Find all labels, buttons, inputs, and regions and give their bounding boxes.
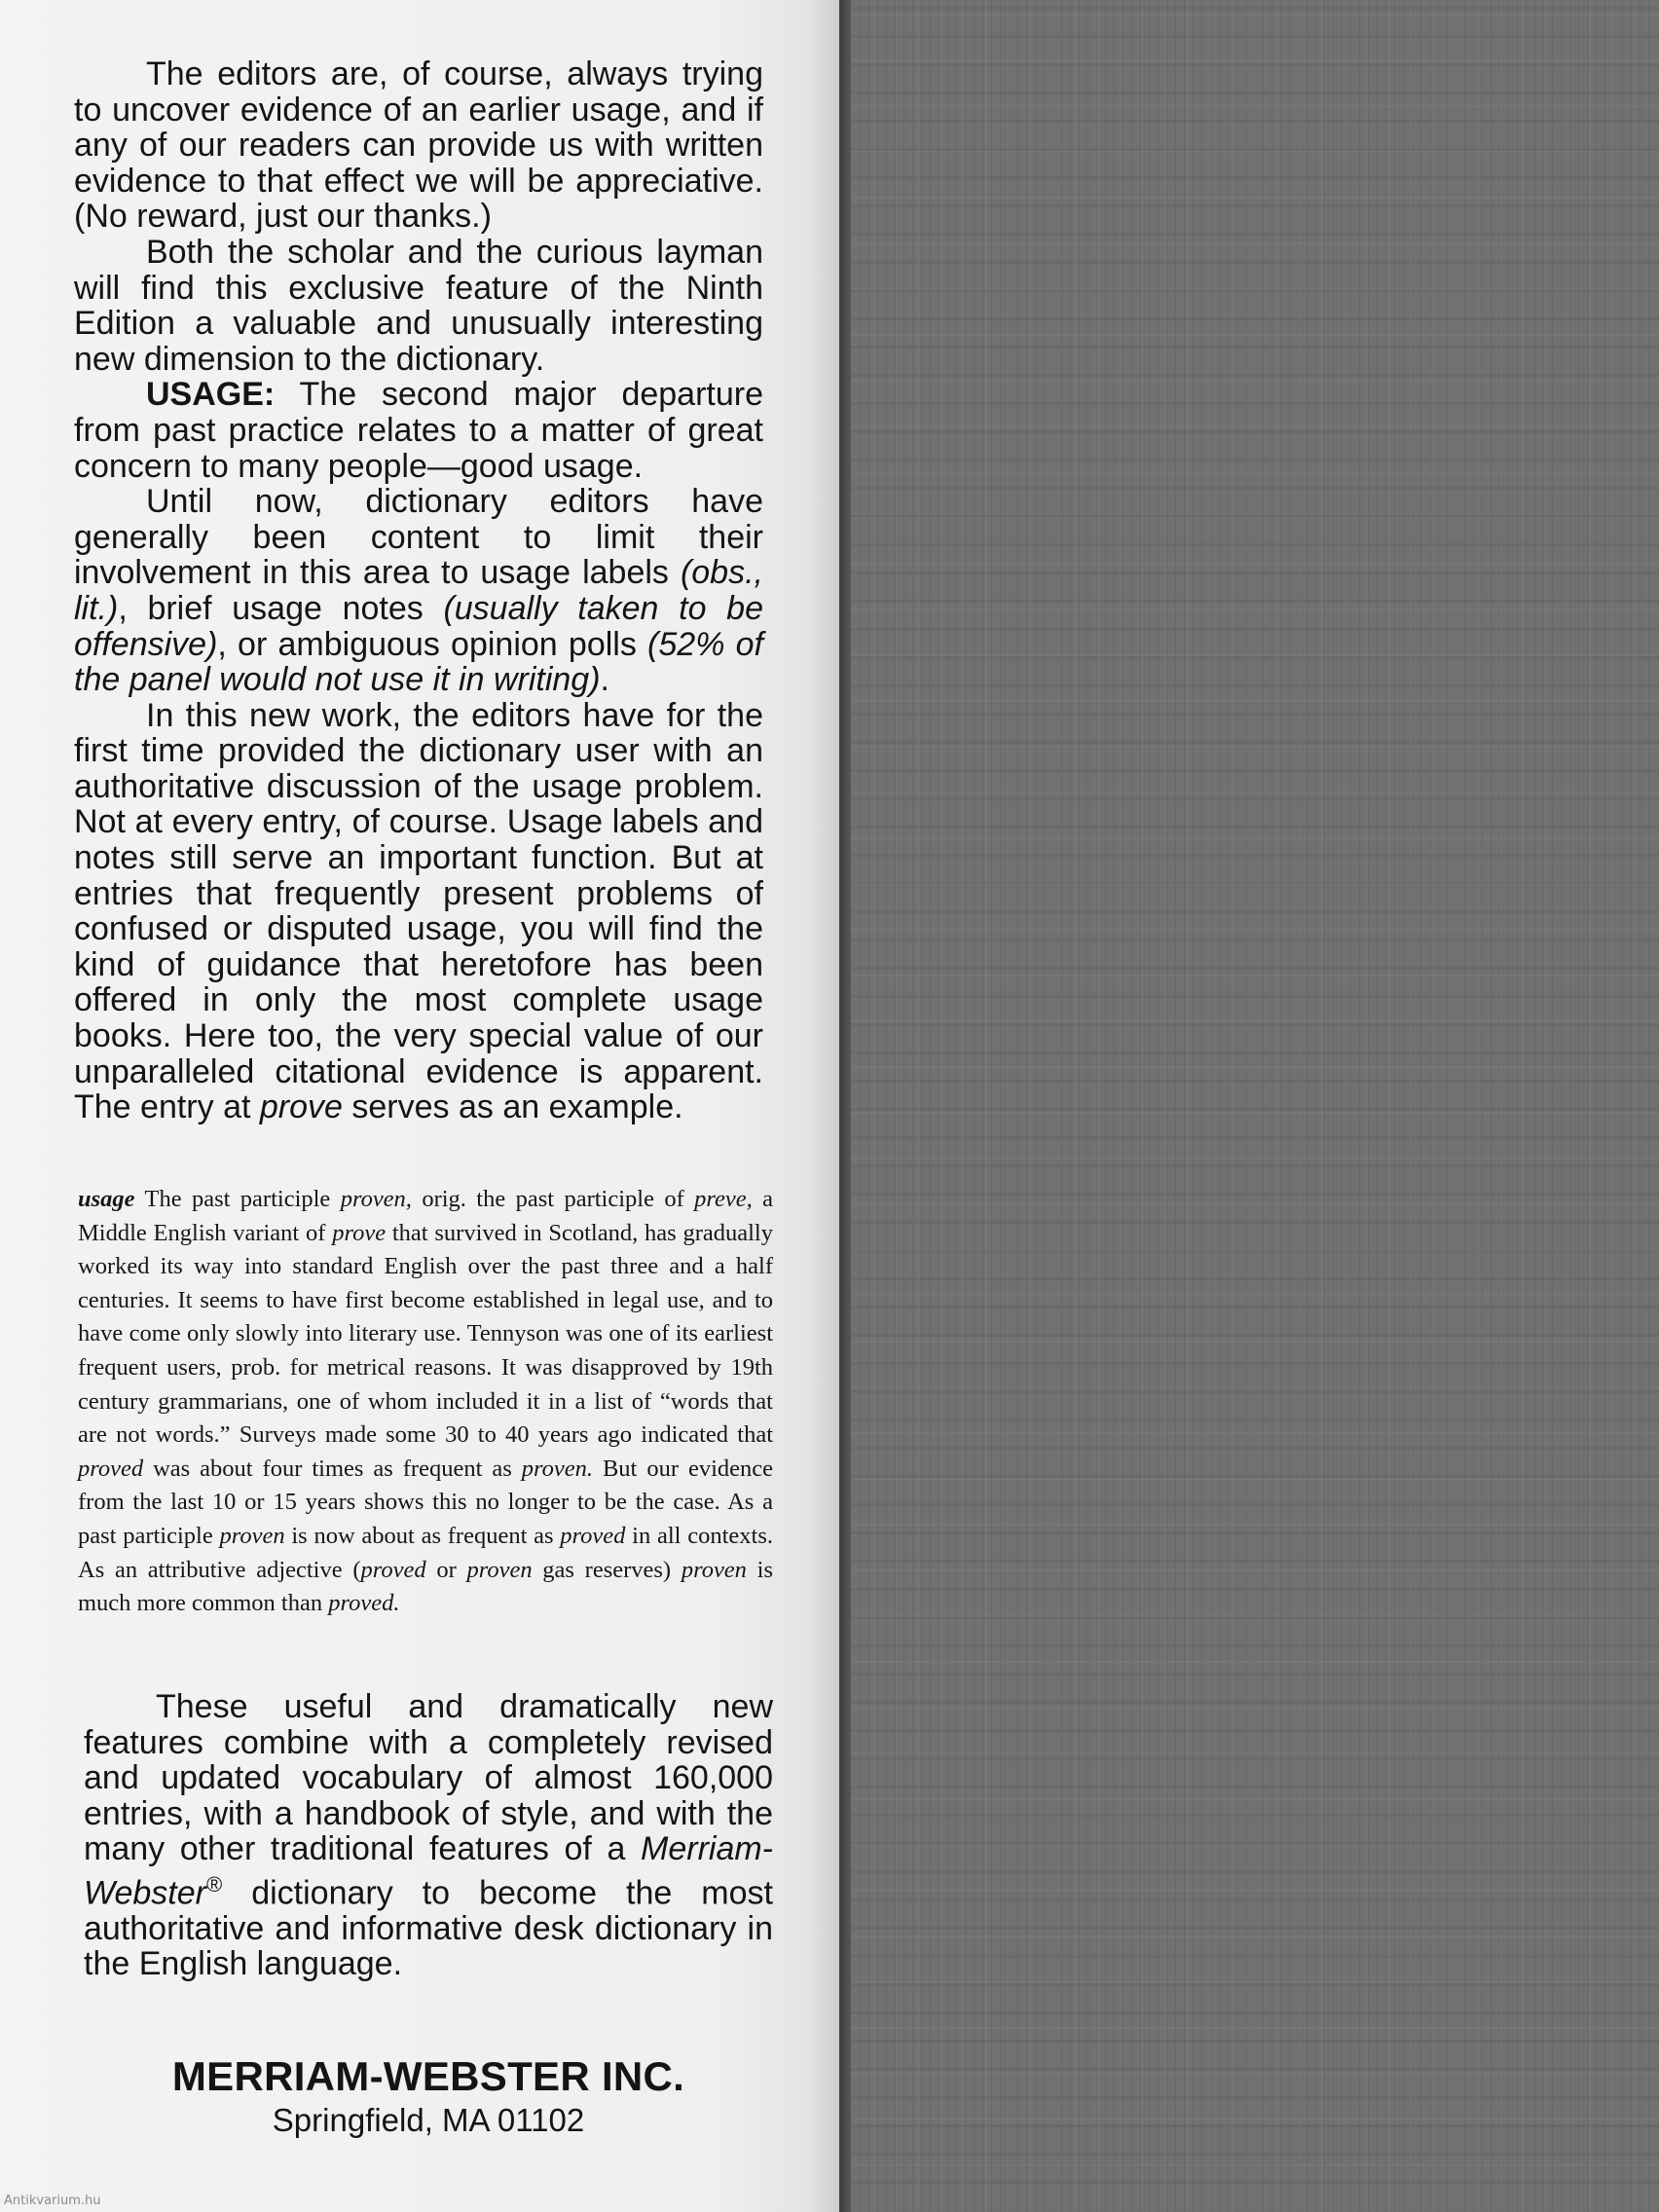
text-run: that survived in Scotland, has gradually worked its way into standard English over the past three and a half centuries. It seems to have first become established in legal use, and to have come only slowly into literary use. Tennyson was one of its earliest frequent users, prob. for metrical reasons. It was disapproved by 19th century grammarians, one of whom included it in a list of “words that are not words.” Surveys made some 30 to 40 years ago indicated that	[78, 1219, 773, 1449]
italic-run: (obs., lit.)	[74, 554, 763, 627]
italic-run: proved	[360, 1556, 426, 1583]
italic-run: proven,	[340, 1186, 412, 1212]
usage-entry-excerpt	[78, 1183, 773, 1621]
italic-run: proved	[78, 1455, 144, 1482]
italic-run: prove	[259, 1088, 343, 1126]
text-run: The past participle	[134, 1186, 341, 1212]
italic-run: proven	[681, 1556, 747, 1583]
text-run: a Middle English variant of	[78, 1186, 774, 1246]
text-run: dictionary to become the most authoritative and informative desk dictionary in the English language.	[84, 1874, 773, 1983]
watermark: Antikvarium.hu	[4, 2194, 101, 2208]
italic-run: (usually taken to be offensive)	[74, 589, 763, 663]
italic-run: proved.	[328, 1590, 400, 1617]
text-run: is now about as frequent as	[284, 1522, 561, 1549]
text-run: In this new work, the editors have for the first time provided the dictionary user with an authoritative discussion of the usage problem. Not at every entry, of course. Usage labels and notes still serve an important function. But at entries that frequently present problems of confused or disputed usage, you will find the kind of guidance that heretofore has been offered in only the most complete usage books. Here too, the very special value of our unparalleled citational evidence is apparent. The entry at	[74, 696, 763, 1126]
paragraph-earlier-usage: The editors are, of course, always trying to uncover evidence of an earlier usage, and if any of our readers can provide us with written evidence to that effect we will be appreciative. (No reward, just our thanks.)	[74, 55, 763, 236]
usage-entry-label: usage	[78, 1186, 135, 1212]
italic-run: proven.	[521, 1455, 593, 1482]
usage-intro-text: The second major departure from past practice relates to a matter of great concern to many people—good usage.	[74, 376, 763, 485]
text-run: in all contexts. As an attributive adjective (	[78, 1522, 773, 1583]
body-text-column	[74, 56, 763, 1125]
italic-run: Merriam-Webster	[84, 1830, 773, 1912]
text-run: orig. the past participle of	[411, 1186, 695, 1212]
text-run: was about four times as frequent as	[143, 1455, 522, 1482]
text-run: But our evidence from the last 10 or 15 years shows this no longer to be the case. As a past participle	[78, 1455, 773, 1549]
paragraph-usage-intro	[74, 377, 763, 484]
italic-run: prove	[332, 1219, 387, 1246]
text-run: , or ambiguous opinion polls	[217, 625, 648, 663]
registered-mark: ®	[205, 1871, 223, 1897]
paragraph-new-work	[74, 698, 763, 1125]
italic-run: proven	[219, 1522, 285, 1549]
usage-heading: USAGE:	[146, 376, 276, 414]
book-cover-texture	[851, 0, 1659, 2212]
publisher-footer	[39, 2052, 818, 2140]
closing-text-column	[84, 1689, 773, 1982]
text-run: serves as an example.	[342, 1088, 683, 1126]
text-run: Until now, dictionary editors have generally been content to limit their involvement in this area to usage labels	[74, 483, 763, 592]
italic-run: preve,	[694, 1186, 753, 1212]
italic-run: proved	[560, 1522, 626, 1549]
text-run: gas reserves)	[532, 1556, 682, 1583]
text-run: , brief usage notes	[118, 589, 444, 627]
publisher-name: MERRIAM-WEBSTER INC.	[171, 2053, 685, 2099]
text-run: or	[425, 1556, 467, 1583]
text-run: .	[600, 661, 609, 699]
paragraph-closing	[84, 1689, 773, 1982]
italic-run: (52% of the panel would not use it in writing)	[74, 625, 763, 699]
paragraph-until-now	[74, 484, 763, 698]
italic-run: proven	[466, 1556, 533, 1583]
book-spine-shadow	[839, 0, 851, 2212]
text-run: is much more common than	[78, 1556, 773, 1617]
publisher-address: Springfield, MA 01102	[272, 2102, 585, 2138]
text-run: These useful and dramatically new features combine with a completely revised and updated vocabulary of almost 160,000 entries, with a handbook of style, and with the many other traditional features of a	[84, 1688, 773, 1868]
paragraph-scholar-layman: Both the scholar and the curious layman will find this exclusive feature of the Ninth Edition a valuable and unusually interesting new dimension to the dictionary.	[74, 233, 763, 378]
